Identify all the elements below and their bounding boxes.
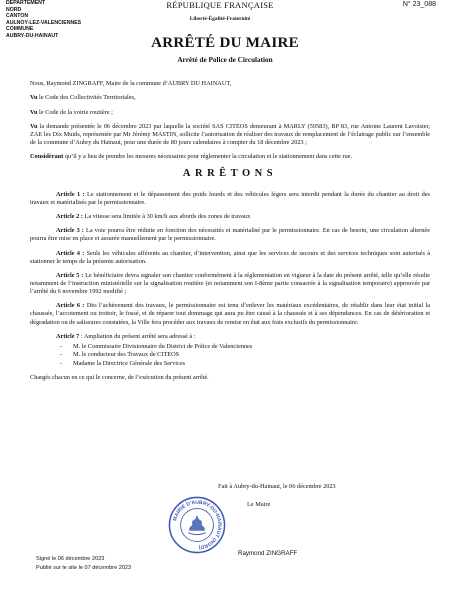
article-7	[30, 333, 430, 341]
article-label: Article 2 :	[56, 212, 83, 220]
article-5	[30, 272, 430, 296]
preamble-considerant	[30, 153, 430, 161]
article-label: Article 6 :	[56, 302, 85, 310]
article-label: Article 3 :	[56, 227, 84, 235]
signer-name: Raymond ZINGRAFF	[238, 550, 298, 557]
preamble-vu-2	[30, 109, 430, 117]
preamble-vu-3	[30, 123, 430, 147]
article-label: Article 4 :	[56, 249, 85, 257]
decree-body	[30, 80, 430, 388]
republic-motto: Liberté-Égalité-Fraternité	[189, 16, 251, 22]
page-title: ARRÊTÉ DU MAIRE	[151, 35, 299, 51]
list-item: - Madame la Directrice Générale des Services	[60, 360, 430, 368]
article-text: La voie pourra être réduite en fonction des nécessités et matérialisé par le permissionnaire. En cas de besoin, une circulation alternée pourra être mise en place et assurée manuellement par le permissionnaire.	[30, 227, 431, 243]
closing-statement: Chargés chacun en ce qui le concerne, de l’exécution du présent arrêté.	[30, 373, 209, 381]
article-3	[30, 227, 430, 243]
signer-title: Le Maire	[247, 501, 271, 508]
considerant-label: Considérant	[30, 153, 64, 161]
page-subtitle: Arrêté de Police de Circulation	[177, 56, 273, 64]
article-text: Seuls les véhicules afférents au chantier, d’intervention, ainsi que les services de secours et des services techniques sont autorisés à stationner le temps de la présente autorisation.	[30, 249, 431, 265]
article-text: Le bénéficiaire devra signaler son chantier conformément à la réglementation en vigueur à la date du présent arrêté, telle qu’elle résulte notamment de l’instruction ministérielle sur la signalisation routière (et notamment son I-8ème partie consacrée à la signalisation temporaire) approuvée par l’arrêté du 6 novembre 1992 modifié ;	[30, 271, 431, 296]
header-line: CANTON	[6, 13, 29, 20]
article-text: Le stationnement et le dépassement des poids lourds et des véhicules légers sera interdit pendant la durée du chantier au droit des travaux et matérialisés par le permissionnaire.	[30, 190, 431, 206]
article-4	[30, 250, 430, 266]
article-2	[30, 213, 430, 221]
header-line: DÉPARTEMENT	[6, 0, 46, 6]
article-label: Article 7	[56, 332, 80, 340]
administrative-header	[6, 0, 126, 40]
article-label: Article 5 :	[56, 271, 84, 279]
vu-text: le Code de la voirie routière ;	[37, 108, 113, 116]
header-line: AULNOY-LEZ-VALENCIENNES	[6, 19, 82, 26]
article-text: : Ampliation du présent arrêté sera adressé à :	[79, 332, 196, 340]
arretons-heading: ARRÊTONS	[182, 168, 278, 180]
republic-header	[140, 0, 300, 23]
mairie-seal-icon	[168, 496, 226, 554]
preamble-vu-1	[30, 94, 430, 102]
seal-text: MAIRIE D'AUBRY-DU-HAINAUT (NORD)	[172, 499, 223, 551]
published-date: Publié sur le site le 07 décembre 2023	[36, 565, 132, 571]
article-label: Article 1 :	[56, 190, 85, 198]
list-item: - M. le Commissaire Divisionnaire du District de Police de Valenciennes	[60, 343, 430, 351]
vu-label: Vu	[30, 108, 38, 116]
signed-date: Signé le 06 décembre 2023	[36, 556, 105, 562]
vu-label: Vu	[30, 94, 38, 102]
decree-reference: N° 23_088	[402, 1, 436, 8]
place-and-date: Fait à Aubry-du-Hainaut, le 06 décembre 2023	[218, 483, 336, 490]
article-6	[30, 302, 430, 326]
list-item: - M. le conducteur des Travaux de CITEOS	[60, 351, 430, 359]
preamble-nous: Nous, Raymond ZINGRAFF, Maire de la commune d’AUBRY DU HAINAUT,	[30, 80, 232, 87]
publication-footer	[36, 555, 131, 573]
republic-name: RÉPUBLIQUE FRANÇAISE	[166, 0, 274, 10]
vu-label: Vu	[30, 122, 38, 130]
considerant-text: qu’il y a lieu de prendre les mesures nécessaires pour réglementer la circulation et le stationnement dans cette rue.	[63, 153, 353, 161]
article-text: La vitesse sera limitée à 30 km/h aux abords des zones de travaux	[82, 212, 251, 220]
vu-text: le Code des Collectivités Territoriales,	[37, 94, 136, 102]
article-1	[30, 191, 430, 207]
header-line: NORD	[6, 6, 22, 13]
header-line: COMMUNE	[6, 26, 34, 33]
recipient-list	[30, 343, 430, 368]
article-text: Dès l’achèvement des travaux, le permissionnaire est tenu d’enlever les matériaux excédentaires, de rétablir dans leur état initial la chaussée, l’accotement ou trottoir, le fossé, et de réparer tout dommage qui aura pu être causé à la chaussée et à ses dépendances. En cas de détérioration et dégradation ou de salissures constatées, la Ville fera procéder aux travaux de remise en état aux frais exclusifs du permissionnaire.	[30, 302, 431, 326]
vu-text: la demande présentée le 06 décembre 2023 par laquelle la société SAS CITEOS demeurant à MARLY (59583), BP 83, rue Antoine Laurent Lavoisier, ZAE les Dix Muids, représentée par Mr Jérémy MASTIN, sollicite l’autorisation de réaliser des travaux de remplacement de l’éclairage public sur l’ensemble de la commune d’Aubry du Hainaut, pour une durée de 80 jours calendaires à compter du 18 décembre 2023 ;	[30, 122, 430, 147]
header-line: AUBRY-DU-HAINAUT	[6, 32, 59, 39]
